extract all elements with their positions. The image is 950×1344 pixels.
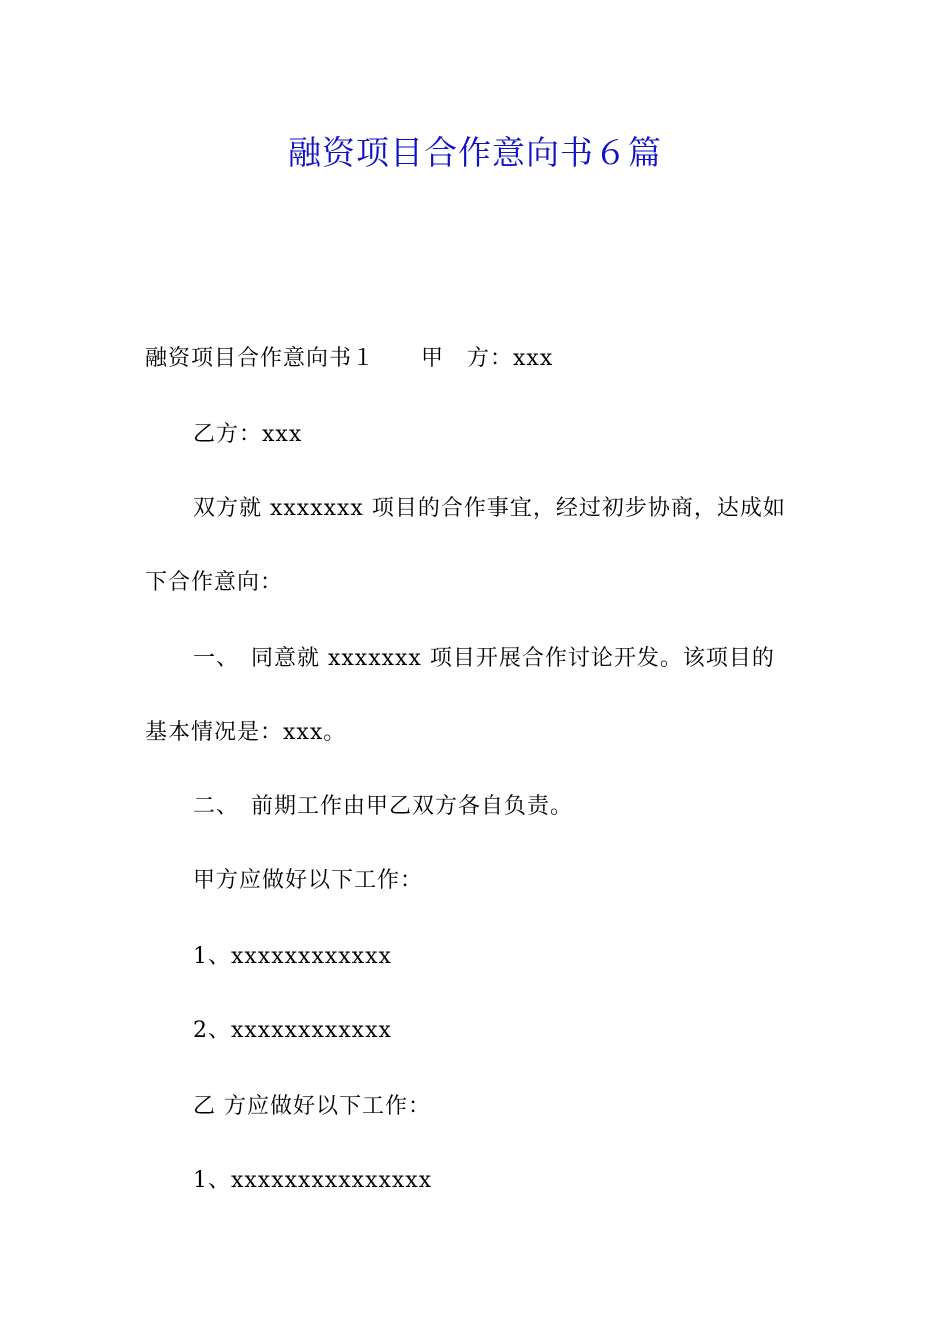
party-b-duty-item: 1、xxxxxxxxxxxxxxx xyxy=(193,1168,433,1193)
clause-one-continuation: 基本情况是：xxx。 xyxy=(145,720,347,745)
clause-one-line: 一、 同意就 xxxxxxx 项目开展合作讨论开发。该项目的 xyxy=(193,646,775,671)
party-b-line: 乙方：xxx xyxy=(193,422,303,447)
section-heading-line: 融资项目合作意向书１ 甲 方：xxx xyxy=(145,346,554,371)
party-a-duties-heading: 甲方应做好以下工作： xyxy=(193,868,424,893)
party-a-duty-item: 1、xxxxxxxxxxxx xyxy=(193,944,392,969)
party-a-duty-item: 2、xxxxxxxxxxxx xyxy=(193,1018,392,1043)
party-b-duties-heading: 乙 方应做好以下工作： xyxy=(193,1094,431,1119)
document-title: 融资项目合作意向书６篇 xyxy=(288,133,662,172)
intro-paragraph-continuation: 下合作意向： xyxy=(145,570,284,595)
clause-two-line: 二、 前期工作由甲乙双方各自负责。 xyxy=(193,794,574,819)
intro-paragraph-line: 双方就 xxxxxxx 项目的合作事宜，经过初步协商，达成如 xyxy=(193,496,786,521)
